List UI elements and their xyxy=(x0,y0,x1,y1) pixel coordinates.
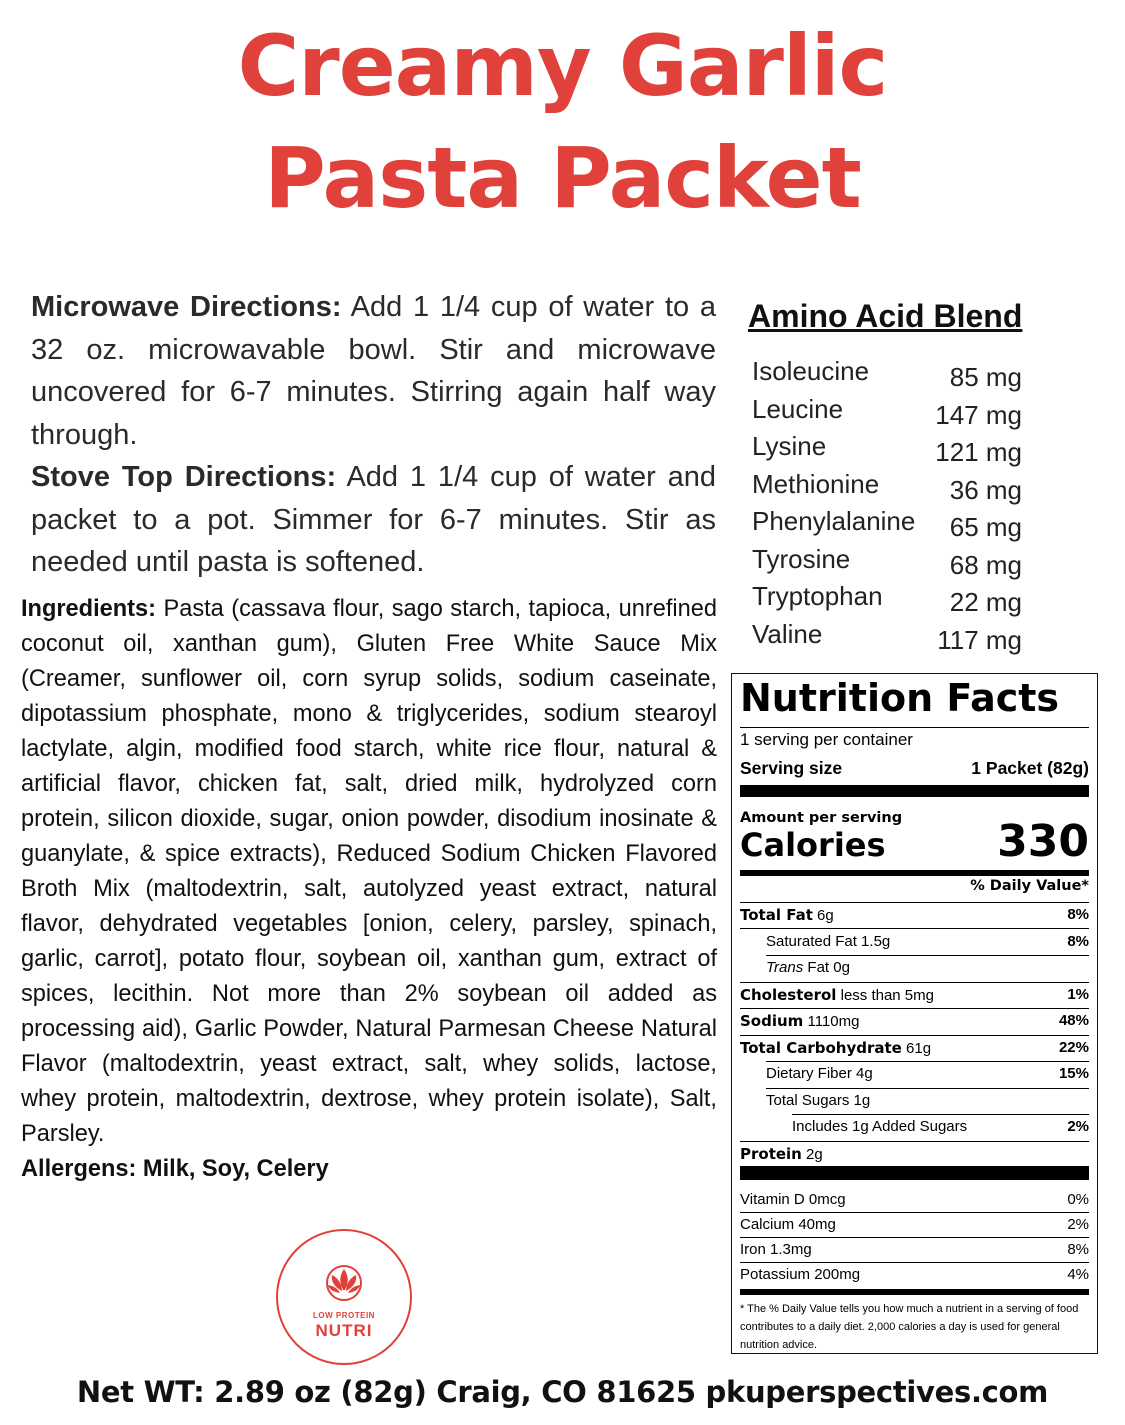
logo-subtitle: LOW PROTEIN xyxy=(313,1311,375,1320)
amino-name: Valine xyxy=(752,618,823,649)
total-fat-dv: 8% xyxy=(1067,906,1089,923)
amino-value: 121 mg xyxy=(935,437,1022,467)
amino-name: Phenylalanine xyxy=(752,506,916,536)
nutrient-row-cholesterol xyxy=(740,982,1089,1008)
total-fat-label: Total Fat xyxy=(740,906,813,924)
directions xyxy=(31,286,716,584)
amino-acid-title: Amino Acid Blend xyxy=(748,298,1023,334)
microwave-directions xyxy=(31,286,716,456)
divider xyxy=(740,727,1089,728)
amino-row xyxy=(752,469,1022,507)
sodium-label: Sodium xyxy=(740,1012,804,1030)
vitamin-dv: 0% xyxy=(1067,1191,1089,1208)
nutrient-row-trans-fat xyxy=(740,955,1089,981)
ingredients-label: Ingredients: xyxy=(21,596,157,622)
nutrition-title: Nutrition Facts xyxy=(740,676,1060,720)
amino-name: Lysine xyxy=(752,431,827,461)
nutrient-row-saturated-fat xyxy=(740,929,1089,955)
serving-size-label: Serving size xyxy=(740,758,843,778)
amount-per-serving: Amount per serving xyxy=(740,810,903,826)
carbohydrate-dv: 22% xyxy=(1058,1039,1089,1056)
amino-row xyxy=(752,544,1022,582)
logo-wordmark: NUTRI xyxy=(315,1321,373,1340)
cholesterol-dv: 1% xyxy=(1067,986,1089,1003)
product-title-line2: Pasta Packet xyxy=(264,129,861,227)
amino-name: Methionine xyxy=(752,468,880,499)
carbohydrate-label: Total Carbohydrate xyxy=(740,1039,902,1057)
mid-divider xyxy=(740,870,1089,876)
nutrient-row-fiber xyxy=(740,1061,1089,1087)
amino-row xyxy=(752,431,1022,469)
calories-value: 330 xyxy=(997,816,1089,867)
amino-row xyxy=(752,394,1022,432)
ingredients-paragraph xyxy=(21,592,717,1152)
ingredients-text: Pasta (cassava flour, sago starch, tapioca, unrefined coconut oil, xanthan gum), Gluten Free White Sauce Mix (Creamer, sunflower oil, corn syrup solids, sodium caseinate, dipotassium phosphate, mono & triglycerides, sodium stearoyl lactylate, algin, modified food starch, white rice flour, natural & artificial flavor, chicken fat, salt, dried milk, hydrolyzed corn protein, silicon dioxide, sugar, onion powder, disodium inosinate & guanylate, & spice extracts), Reduced Sodium Chicken Flavored Broth Mix (maltodextrin, salt, autolyzed yeast extract, natural flavor, dehydrated vegetables [onion, celery, parsley, spinach, garlic, carrot], potato flour, soybean oil, xanthan gum, extract of spices, lecithin. Not more than 2% soybean oil added as processing aid), Garlic Powder, Natural Parmesan Cheese Natural Flavor (maltodextrin, yeast extract, salt, whey solids, lactose, whey protein, maltodextrin, dextrose, whey protein isolate), Salt, Parsley. xyxy=(21,596,717,1147)
vitamin-dv: 4% xyxy=(1067,1266,1089,1283)
vitamin-row xyxy=(740,1187,1089,1212)
sodium-dv: 48% xyxy=(1058,1012,1089,1029)
amino-row xyxy=(752,581,1022,619)
amino-value: 147 mg xyxy=(935,399,1022,430)
sodium-amount: 1110mg xyxy=(803,1013,860,1030)
saturated-fat-dv: 8% xyxy=(1067,933,1089,950)
amino-value: 22 mg xyxy=(949,587,1022,617)
microwave-text: Add 1 1/4 cup of water to a 32 oz. microwavable bowl. Stir and microwave uncovered for 6-7 minutes. Stirring again half way through. xyxy=(31,291,716,451)
vitamin-row xyxy=(740,1237,1089,1262)
thick-divider xyxy=(740,1166,1089,1180)
fiber-dv: 15% xyxy=(1058,1065,1089,1082)
amino-name: Tyrosine xyxy=(752,543,851,574)
trans-fat-amount: Fat 0g xyxy=(803,959,850,976)
vitamin-row xyxy=(740,1262,1089,1287)
thick-divider xyxy=(740,785,1089,797)
vitamin-name: Potassium 200mg xyxy=(740,1266,861,1283)
amino-acid-list xyxy=(752,356,1022,656)
amino-value: 68 mg xyxy=(949,549,1022,580)
allergens: Allergens: Milk, Soy, Celery xyxy=(21,1156,329,1182)
low-protein-nutri-logo xyxy=(276,1229,412,1365)
vitamin-name: Vitamin D 0mcg xyxy=(740,1191,846,1208)
nutrient-row-added-sugars xyxy=(740,1114,1089,1140)
product-title xyxy=(0,10,1125,234)
serving-size-value: 1 Packet (82g) xyxy=(971,758,1089,778)
leaf-droplet-icon xyxy=(276,1229,412,1365)
stove-directions xyxy=(31,456,716,584)
vitamin-row xyxy=(740,1212,1089,1237)
cholesterol-label: Cholesterol xyxy=(740,986,837,1004)
amino-value: 36 mg xyxy=(949,474,1022,505)
vitamin-dv: 2% xyxy=(1067,1216,1089,1233)
ingredients xyxy=(21,592,717,1187)
daily-value-header: % Daily Value* xyxy=(970,878,1089,894)
servings-per-container: 1 serving per container xyxy=(740,730,913,749)
protein-amount: 2g xyxy=(801,1146,823,1163)
cholesterol-amount: less than 5mg xyxy=(836,987,934,1004)
product-title-line1: Creamy Garlic xyxy=(237,17,888,115)
nutrition-facts-panel xyxy=(731,673,1098,1354)
total-fat-amount: 6g xyxy=(812,907,834,924)
nutrient-row-carbohydrate xyxy=(740,1035,1089,1061)
amino-name: Isoleucine xyxy=(752,356,870,386)
fiber-label: Dietary Fiber 4g xyxy=(766,1065,873,1082)
saturated-fat-label: Saturated Fat 1.5g xyxy=(766,933,891,950)
calories-label: Calories xyxy=(740,826,886,864)
mid-divider xyxy=(740,1289,1089,1295)
carbohydrate-amount: 61g xyxy=(901,1040,932,1057)
nutrient-row-total-fat xyxy=(740,902,1089,928)
nutrition-footnote: * The % Daily Value tells you how much a nutrient in a serving of food contributes to a daily diet. 2,000 calories a day is used for general nutrition advice. xyxy=(740,1303,1079,1351)
nutrient-row-protein xyxy=(740,1141,1089,1167)
amino-name: Leucine xyxy=(752,393,844,424)
vitamin-name: Calcium 40mg xyxy=(740,1216,836,1233)
protein-label: Protein xyxy=(740,1145,802,1163)
nutrient-row-sodium xyxy=(740,1008,1089,1034)
added-sugars-dv: 2% xyxy=(1067,1118,1089,1135)
serving-size xyxy=(740,758,1089,779)
amino-value: 117 mg xyxy=(937,624,1022,655)
amino-name: Tryptophan xyxy=(752,581,883,611)
amino-row xyxy=(752,356,1022,394)
added-sugars-label: Includes 1g Added Sugars xyxy=(792,1118,968,1135)
stove-label: Stove Top Directions: xyxy=(31,461,337,493)
stove-text: Add 1 1/4 cup of water and packet to a pot. Simmer for 6-7 minutes. Stir as needed until pasta is softened. xyxy=(31,461,716,578)
microwave-label: Microwave Directions: xyxy=(31,291,342,323)
sugars-label: Total Sugars 1g xyxy=(766,1092,871,1109)
amino-row xyxy=(752,619,1022,657)
amino-row xyxy=(752,506,1022,544)
amino-value: 65 mg xyxy=(949,512,1022,542)
footer-net-weight: Net WT: 2.89 oz (82g) Craig, CO 81625 pkuperspectives.com xyxy=(76,1375,1049,1409)
vitamin-dv: 8% xyxy=(1067,1241,1089,1258)
nutrient-row-sugars xyxy=(740,1088,1089,1114)
vitamin-name: Iron 1.3mg xyxy=(740,1241,812,1258)
trans-label: Trans xyxy=(766,959,804,976)
amino-value: 85 mg xyxy=(949,362,1022,392)
